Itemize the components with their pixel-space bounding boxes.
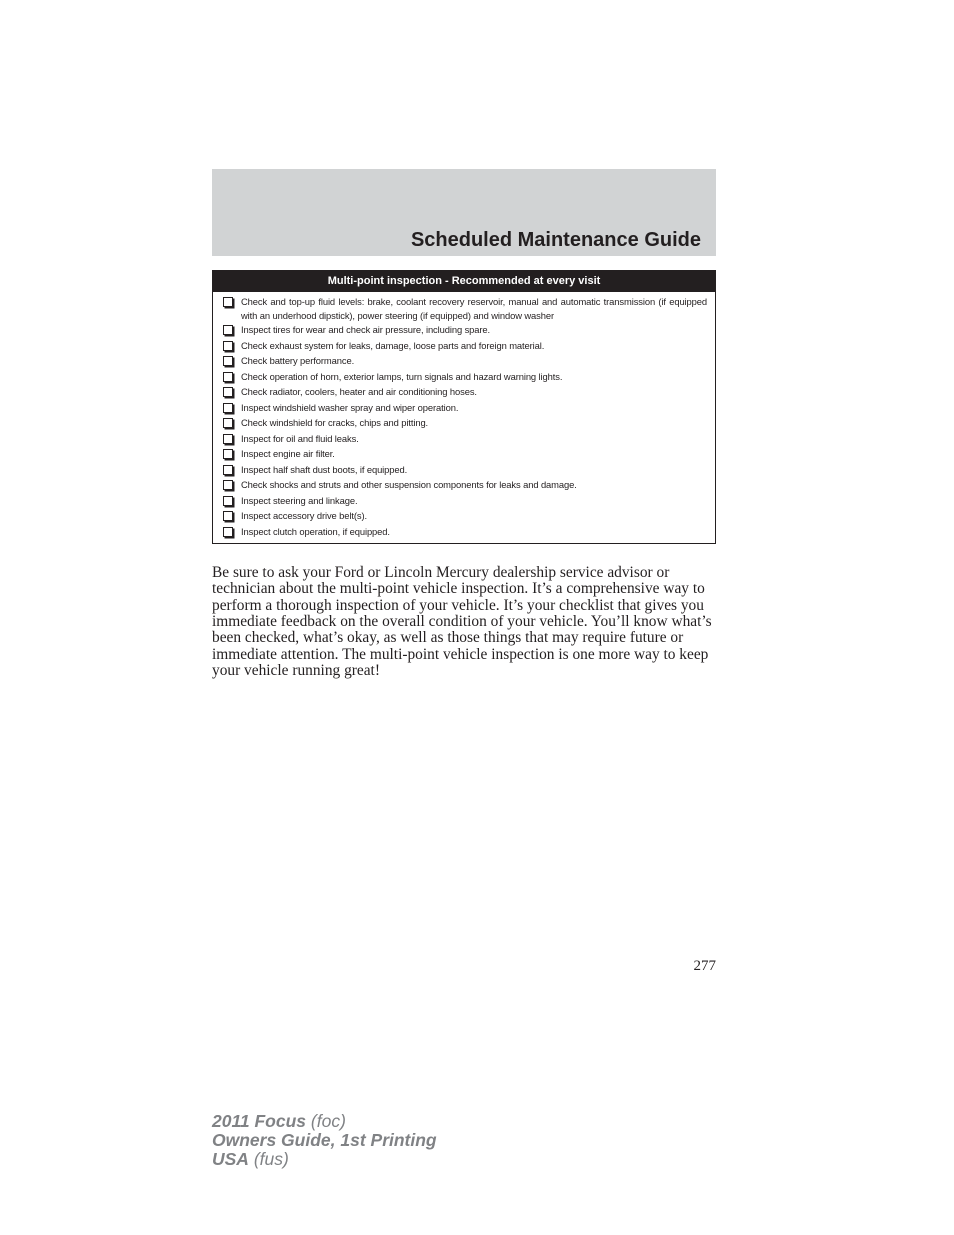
checkbox-icon	[223, 496, 233, 506]
footer-imprint	[212, 1112, 437, 1169]
checklist-item: Inspect clutch operation, if equipped.	[223, 525, 707, 539]
checklist-item: Inspect steering and linkage.	[223, 494, 707, 508]
checklist-item: Check radiator, coolers, heater and air conditioning hoses.	[223, 385, 707, 399]
checklist-item: Check battery performance.	[223, 354, 707, 368]
checklist-item: Inspect windshield washer spray and wiper operation.	[223, 401, 707, 415]
checklist-item: Check and top-up fluid levels: brake, coolant recovery reservoir, manual and automatic transmission (if equipped with an underhood dipstick), power steering (if equipped) and window washer	[223, 295, 707, 322]
checkbox-icon	[223, 387, 233, 397]
checkbox-icon	[223, 434, 233, 444]
checklist-item: Inspect tires for wear and check air pressure, including spare.	[223, 323, 707, 337]
checkbox-icon	[223, 356, 233, 366]
checkbox-icon	[223, 403, 233, 413]
page-number: 277	[693, 958, 716, 974]
checklist-item: Inspect engine air filter.	[223, 447, 707, 461]
inspection-checklist-box	[212, 270, 716, 544]
checklist-item: Check exhaust system for leaks, damage, loose parts and foreign material.	[223, 339, 707, 353]
checkbox-icon	[223, 325, 233, 335]
section-title: Scheduled Maintenance Guide	[410, 229, 701, 251]
checkbox-icon	[223, 527, 233, 537]
checkbox-icon	[223, 511, 233, 521]
checkbox-icon	[223, 372, 233, 382]
section-header-band	[212, 169, 716, 256]
checkbox-icon	[223, 341, 233, 351]
checklist	[213, 292, 715, 538]
checklist-item: Inspect half shaft dust boots, if equipped.	[223, 463, 707, 477]
checkbox-icon	[223, 480, 233, 490]
checklist-item: Inspect accessory drive belt(s).	[223, 509, 707, 523]
footer-line-model: 2011 Focus (foc)	[212, 1111, 346, 1131]
checklist-item: Inspect for oil and fluid leaks.	[223, 432, 707, 446]
footer-line-guide: Owners Guide, 1st Printing	[212, 1130, 437, 1150]
checkbox-icon	[223, 449, 233, 459]
checklist-item: Check windshield for cracks, chips and pitting.	[223, 416, 707, 430]
checklist-item: Check operation of horn, exterior lamps, turn signals and hazard warning lights.	[223, 370, 707, 384]
footer-line-market: USA (fus)	[212, 1149, 289, 1169]
checklist-item: Check shocks and struts and other suspension components for leaks and damage.	[223, 478, 707, 492]
checklist-heading: Multi-point inspection - Recommended at every visit	[213, 271, 715, 292]
checkbox-icon	[223, 418, 233, 428]
checkbox-icon	[223, 465, 233, 475]
body-paragraph: Be sure to ask your Ford or Lincoln Mercury dealership service advisor or technician about the multi-point vehicle inspection. It’s a comprehensive way to perform a thorough inspection of your vehicle. It’s your checklist that gives you immediate feedback on the overall condition of your vehicle. You’ll know what’s been checked, what’s okay, as well as those things that may require future or immediate attention. The multi-point vehicle inspection is one more way to keep your vehicle running great!	[212, 564, 712, 680]
checkbox-icon	[223, 297, 233, 307]
